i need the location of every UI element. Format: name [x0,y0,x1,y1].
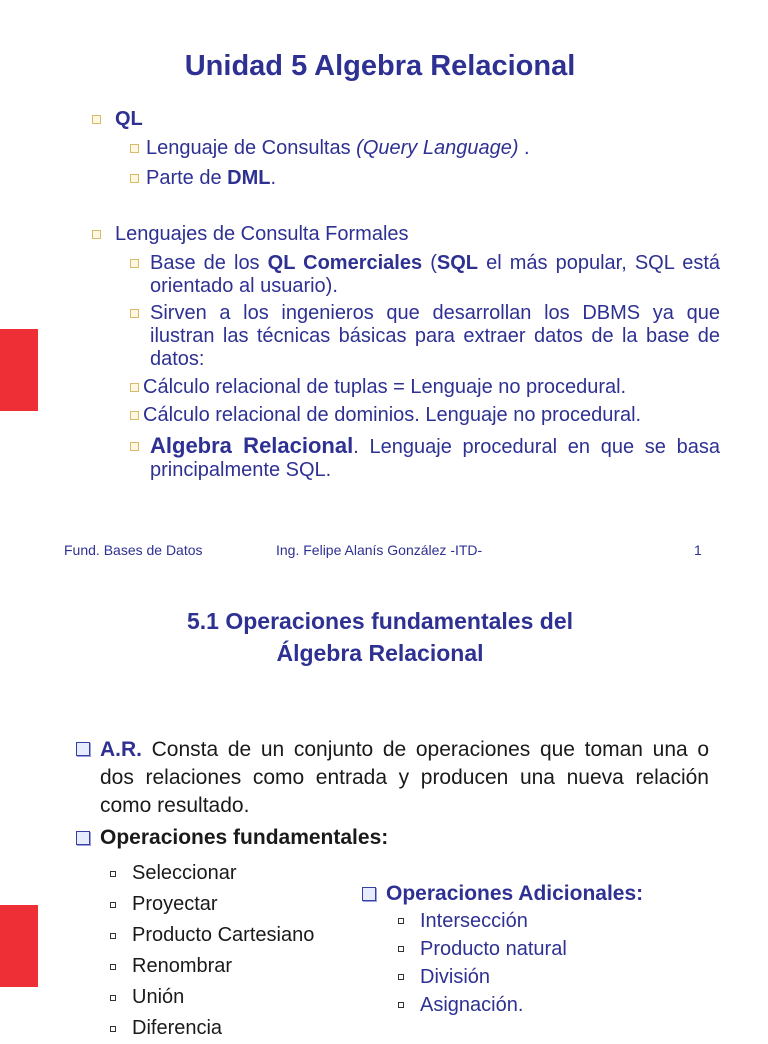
ql-heading-row [92,108,143,131]
slide2-title-line2: Álgebra Relacional [276,640,484,666]
ar-bold: A.R. [100,738,142,761]
square-bullet-icon [398,946,404,952]
ql-heading: QL [115,108,143,130]
list-item [398,991,567,1019]
dml-bold: DML [227,167,271,189]
text: . Lenguaje procedural en que se basa principalmente SQL. [150,436,720,481]
square-bullet-icon [110,964,116,970]
adicionales-heading-row [362,882,643,906]
list-item-label: Renombrar [132,955,233,977]
square-bullet-icon [110,1026,116,1032]
formal-item-tuplas [130,376,626,399]
adicionales-list [398,907,567,1019]
square-bullet-icon [92,115,101,124]
list-item [110,982,314,1013]
list-item [110,889,314,920]
text: el más popular, SQL está orientado al usuario). [150,252,720,297]
square-bullet-icon [362,887,376,901]
square-bullet-icon [110,902,116,908]
list-item-label: División [420,965,491,988]
formal-item-base [130,252,720,298]
sql-bold: SQL [436,252,478,274]
algebra-text [150,434,720,482]
text: ( [422,252,437,274]
square-bullet-icon [130,144,139,153]
ql-comerciales-bold: QL Comerciales [267,252,423,274]
list-item [398,935,567,963]
square-bullet-icon [398,974,404,980]
text: . [270,167,277,189]
list-item [110,858,314,889]
square-bullet-icon [130,259,139,268]
formal-item-algebra [130,434,720,482]
list-item [398,907,567,935]
tuplas-text: Cálculo relacional de tuplas = Lenguaje no procedural. [143,376,627,398]
list-item-label: Intersección [420,909,528,932]
formal-item-sirven [130,302,720,371]
dominios-text: Cálculo relacional de dominios. Lenguaje no procedural. [143,404,642,426]
formal-heading: Lenguajes de Consulta Formales [115,223,409,245]
algebra-relacional-bold: Algebra Relacional [150,433,354,458]
square-bullet-icon [110,995,116,1001]
square-bullet-icon [76,742,90,756]
list-item-label: Asignación. [420,993,524,1016]
list-item-label: Proyectar [132,893,218,915]
query-language-italic: (Query Language) [356,137,519,159]
list-item-label: Diferencia [132,1017,223,1039]
square-bullet-icon [92,230,101,239]
fundamentales-list [110,858,314,1044]
footer-left: Fund. Bases de Datos [64,542,203,558]
square-bullet-icon [398,1002,404,1008]
square-bullet-icon [130,411,139,420]
slide1-title: Unidad 5 Algebra Relacional [184,50,576,82]
base-text [150,252,720,298]
text: Base de los [150,252,268,274]
square-bullet-icon [110,871,116,877]
list-item [110,1013,314,1044]
ql-item-lenguaje [130,137,530,160]
text: Consta de un conjunto de operaciones que toman una o dos relaciones como entrada y producen una nueva relación como resultado. [100,738,709,817]
fundamentales-heading-row [76,826,388,850]
text: Parte de [146,167,228,189]
text: Lenguaje de Consultas [146,137,357,159]
formal-heading-row [92,223,409,246]
slide2-title [0,605,760,669]
list-item-label: Unión [132,986,185,1008]
list-item [398,963,567,991]
square-bullet-icon [130,309,139,318]
list-item-label: Producto Cartesiano [132,924,315,946]
formal-item-dominios [130,404,641,427]
ar-paragraph [76,736,709,820]
square-bullet-icon [130,383,139,392]
square-bullet-icon [110,933,116,939]
square-bullet-icon [130,174,139,183]
text: . [518,137,530,159]
square-bullet-icon [130,442,139,451]
list-item [110,920,314,951]
square-bullet-icon [76,831,90,845]
list-item-label: Seleccionar [132,862,237,884]
footer-center: Ing. Felipe Alanís González -ITD- [276,542,483,558]
ql-item-dml [130,167,276,190]
list-item [110,951,314,982]
page-number: 1 [694,542,702,558]
sirven-text: Sirven a los ingenieros que desarrollan los DBMS ya que ilustran las técnicas básicas para extraer datos de la base de datos: [150,302,720,370]
ar-text [100,736,709,820]
adicionales-heading: Operaciones Adicionales: [386,882,644,905]
fundamentales-heading: Operaciones fundamentales: [100,826,389,849]
red-accent-bar-bottom [0,905,38,987]
list-item-label: Producto natural [420,937,567,960]
slide2-title-line1: 5.1 Operaciones fundamentales del [186,608,574,634]
square-bullet-icon [398,918,404,924]
red-accent-bar-top [0,329,38,411]
